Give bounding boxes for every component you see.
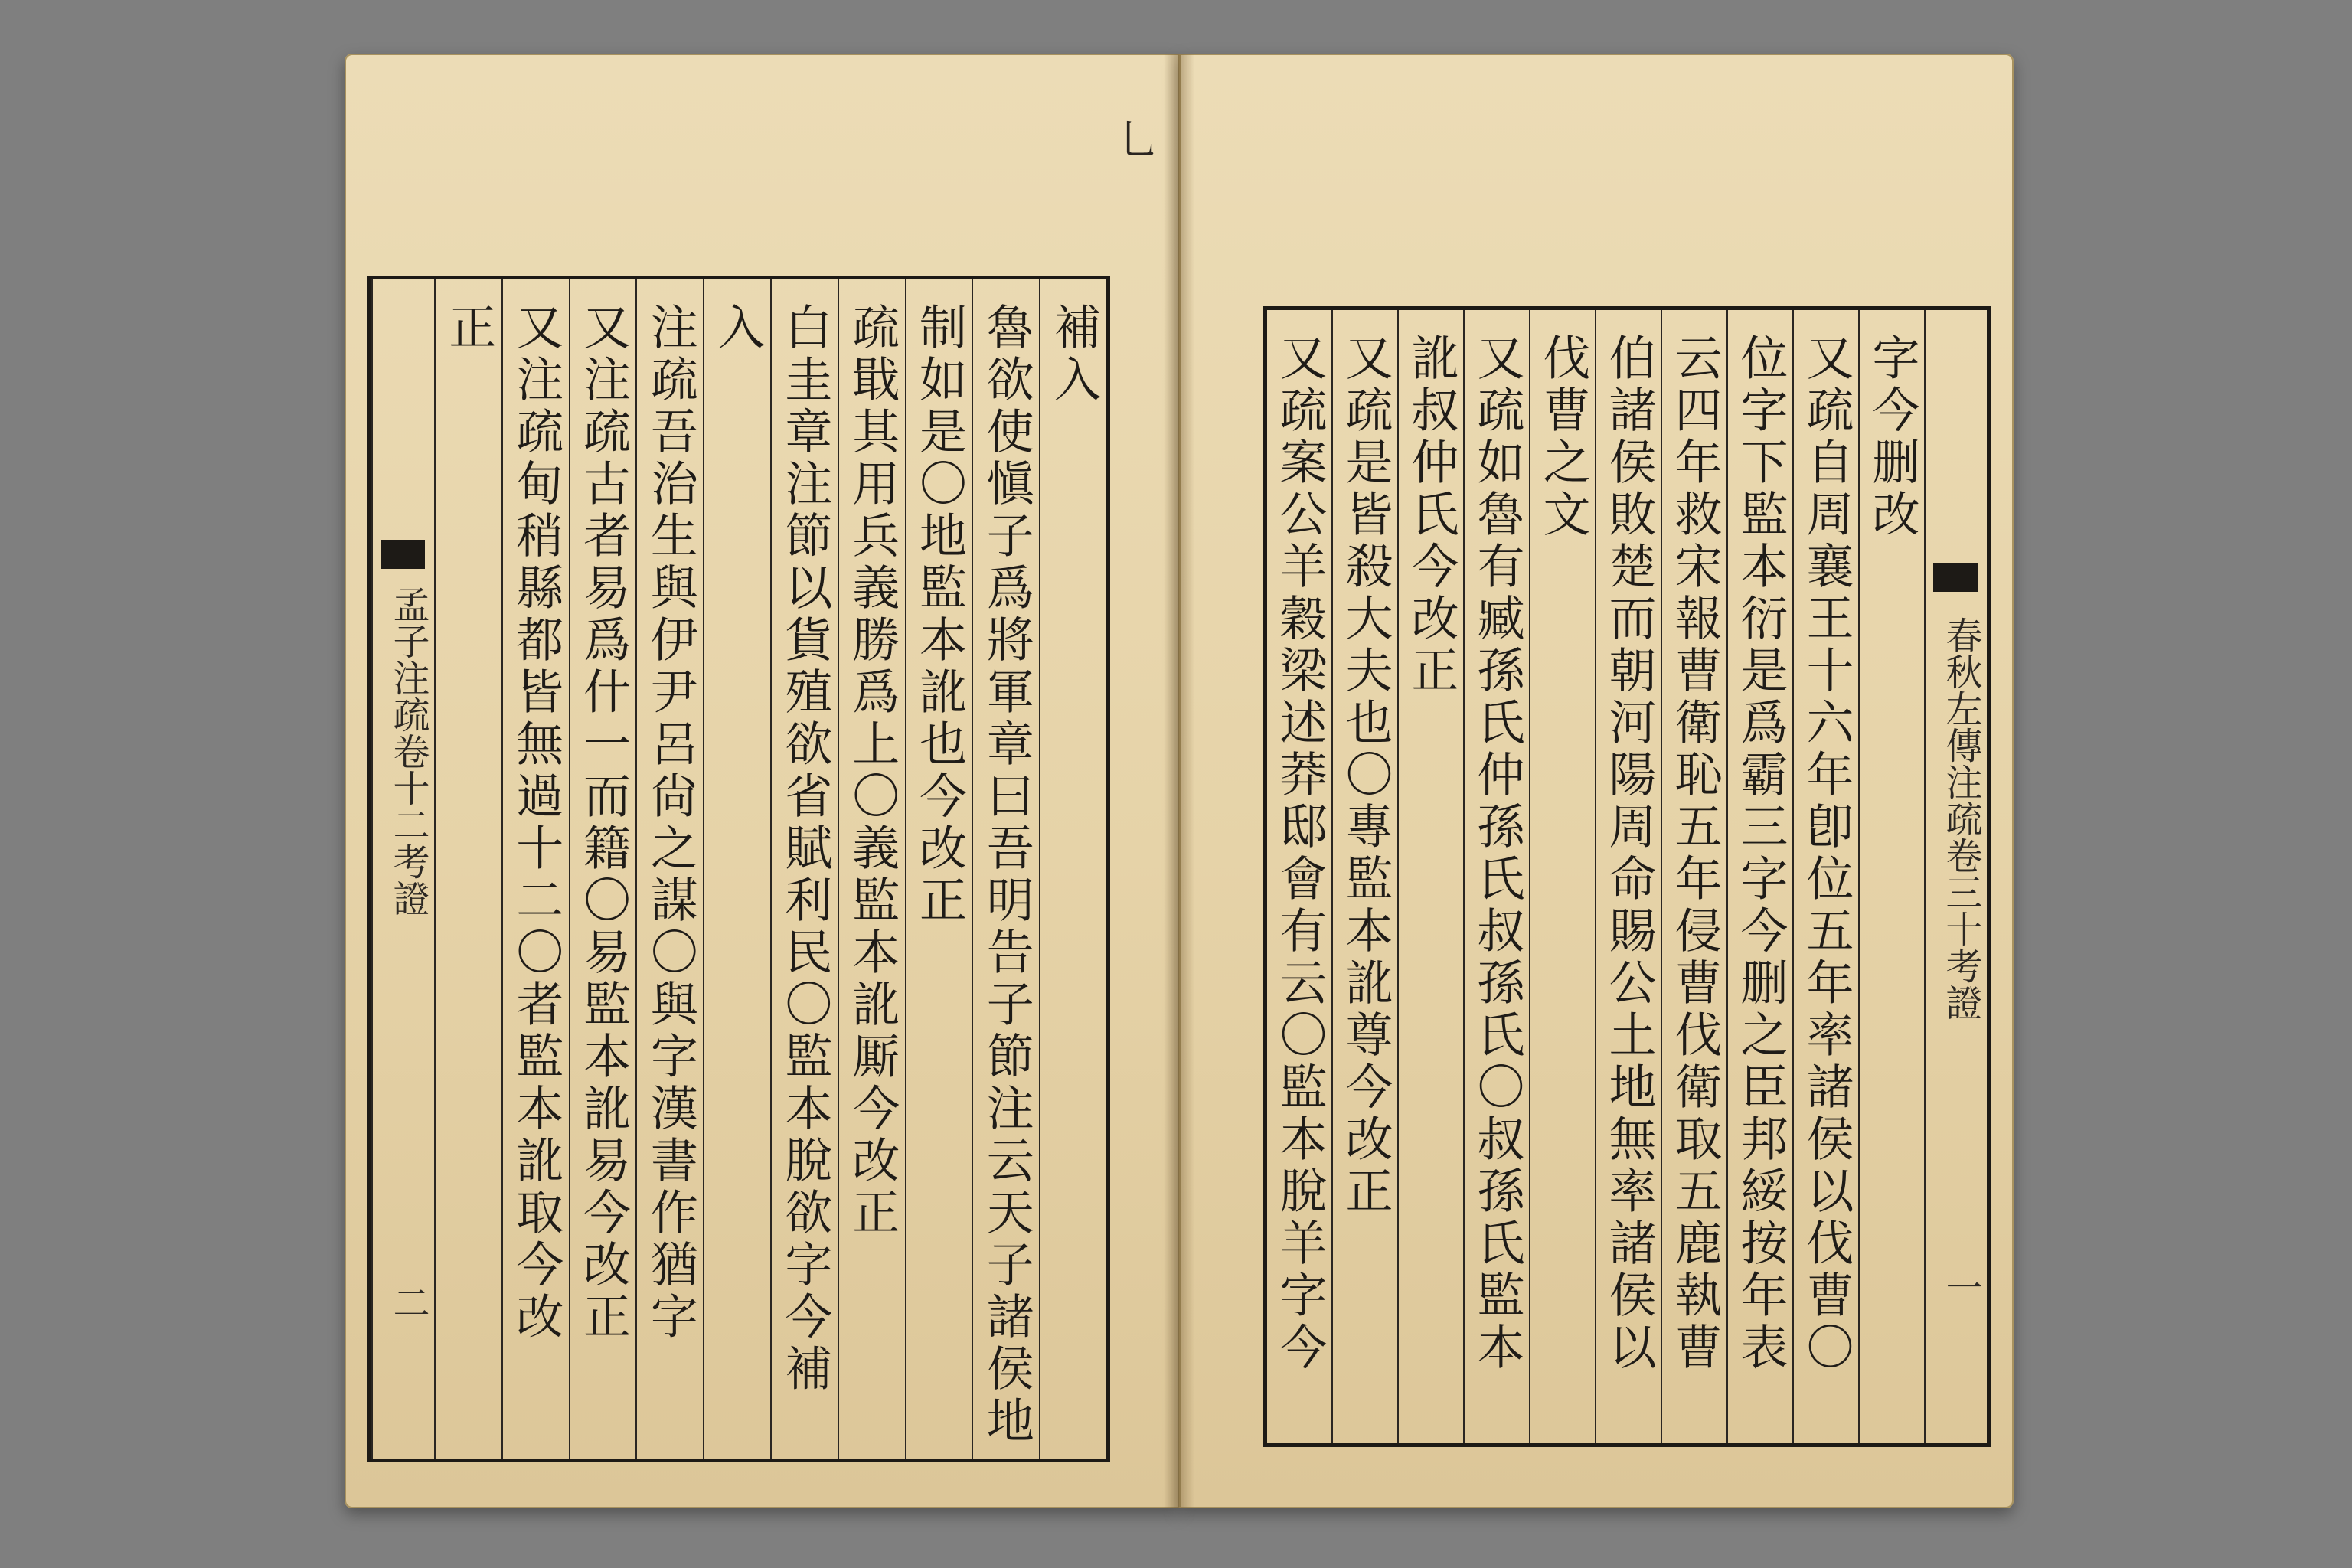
column: 又注疏甸稍縣都皆無過十二〇者監本訛取今改 [501,279,569,1459]
column: 伯諸侯敗楚而朝河陽周命賜公土地無率諸侯以 [1595,310,1661,1443]
page-number: 二 [387,1284,430,1321]
column: 位字下監本衍是爲霸三字今删之臣邦綏按年表 [1726,310,1792,1443]
column: 白圭章注節以貨殖欲省賦利民〇監本脫欲字今補 [770,279,838,1459]
left-page [345,54,1179,1508]
left-banxin [371,279,434,1459]
book-gutter [1164,54,1194,1508]
column: 補入 [1039,279,1106,1459]
column: 魯欲使愼子爲將軍章曰吾明告子節注云天子諸侯地 [972,279,1039,1459]
column: 又疏自周襄王十六年卽位五年率諸侯以伐曹〇 [1792,310,1858,1443]
banxin-title: 孟子注疏卷十二考證 [387,586,430,916]
banxin-title: 春秋左傳注疏卷三十考證 [1939,616,1982,1021]
column: 又疏案公羊穀梁述莽邸會有云〇監本脫羊字今 [1272,333,1328,1374]
column: 入 [703,279,770,1459]
right-banxin [1924,310,1987,1443]
column: 又疏是皆殺大夫也〇專監本訛尊今改正 [1331,310,1397,1443]
right-page [1179,54,2014,1508]
column: 制如是〇地監本訛也今改正 [905,279,972,1459]
page-number: 一 [1939,1269,1982,1305]
column: 注疏吾治生與伊尹呂尙之謀〇與字漢書作猶字 [635,279,703,1459]
corner-mark: 乚 [1118,116,1159,164]
fishtail-mark [381,540,425,569]
column: 又注疏古者易爲什一而籍〇易監本訛易今改正 [569,279,636,1459]
right-page-frame [1263,306,1991,1447]
open-book [345,54,2014,1508]
column: 又疏如魯有臧孫氏仲孫氏叔孫氏〇叔孫氏監本 [1463,310,1529,1443]
column: 疏戢其用兵義勝爲上〇義監本訛厮今改正 [838,279,905,1459]
column: 正 [434,279,501,1459]
left-page-frame [368,276,1110,1462]
column: 云四年救宋報曹衛恥五年侵曹伐衛取五鹿執曹 [1661,310,1726,1443]
column: 訛叔仲氏今改正 [1397,310,1463,1443]
column: 字今删改 [1858,310,1924,1443]
column: 伐曹之文 [1529,310,1595,1443]
fishtail-mark [1933,563,1978,592]
